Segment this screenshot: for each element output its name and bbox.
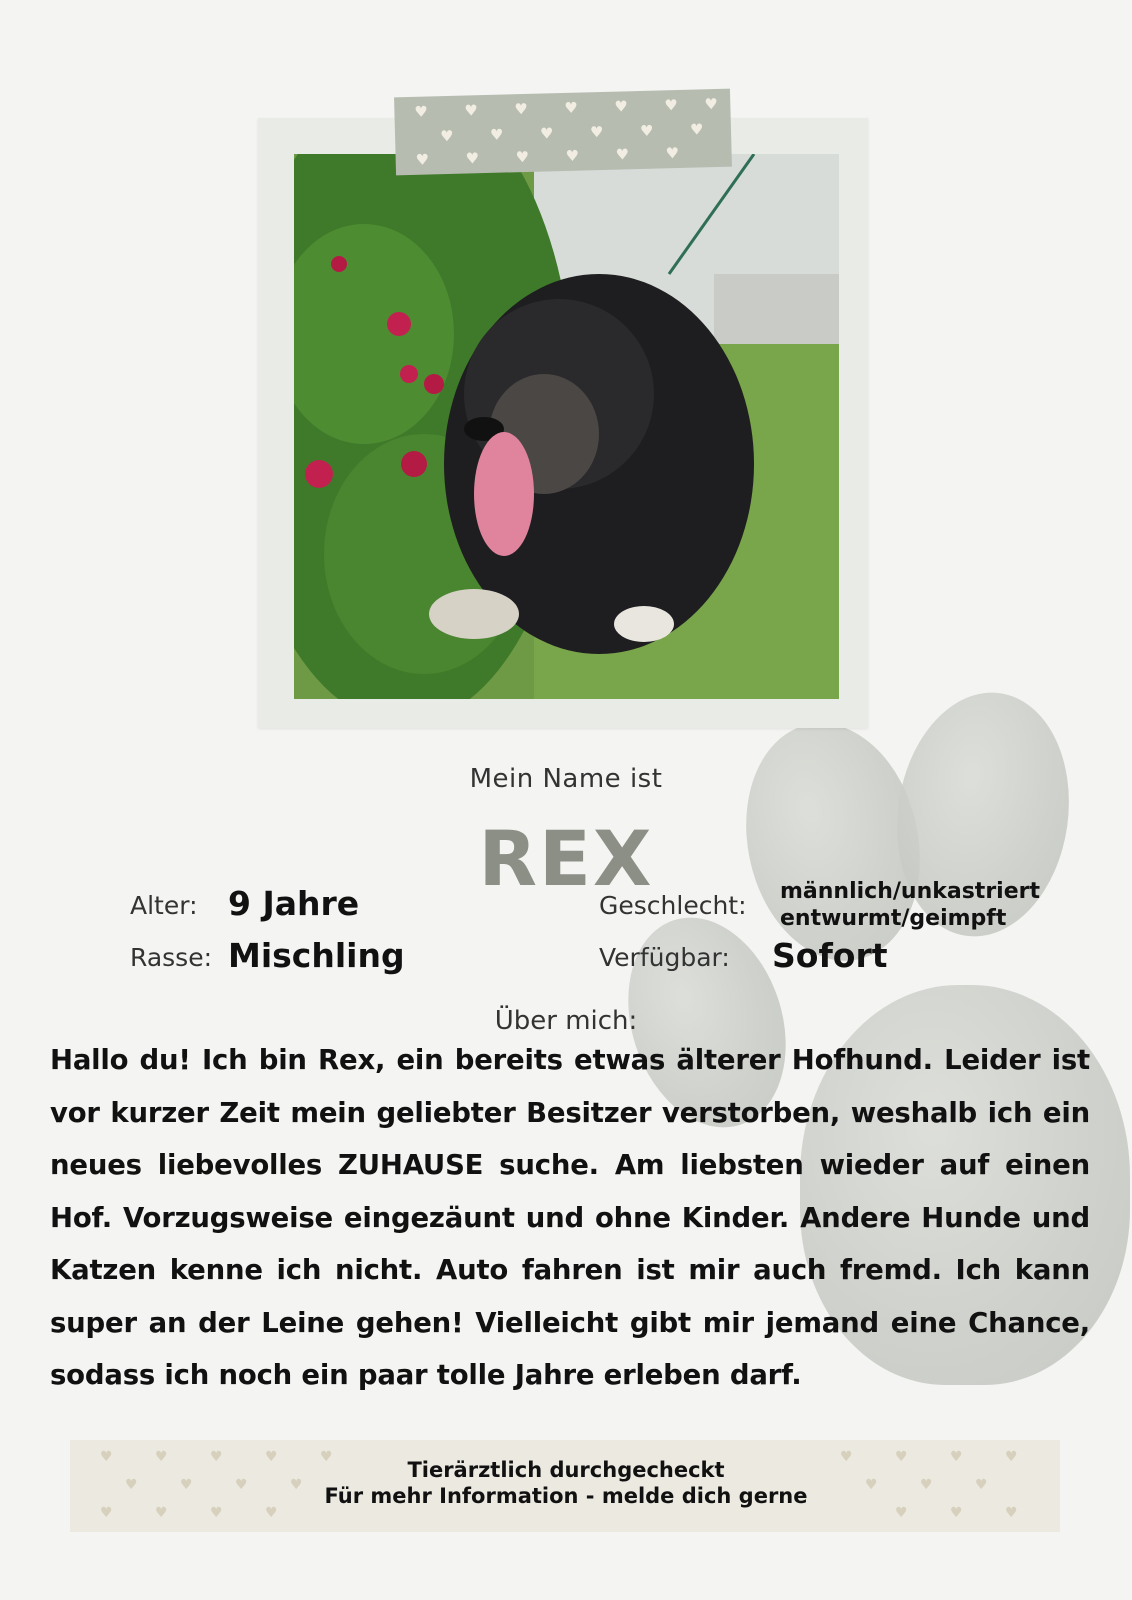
washi-tape: [394, 89, 732, 176]
heart-icon: ♥: [865, 1477, 878, 1493]
sex-value-line1: männlich/unkastriert: [780, 879, 1041, 904]
heart-icon: ♥: [615, 145, 630, 164]
heart-icon: ♥: [465, 149, 480, 168]
heart-icon: ♥: [920, 1477, 933, 1493]
heart-icon: ♥: [689, 120, 704, 139]
heart-icon: ♥: [950, 1505, 963, 1521]
heart-icon: ♥: [155, 1449, 168, 1465]
age-value: 9 Jahre: [228, 884, 360, 923]
breed-label: Rasse:: [130, 943, 212, 972]
heart-icon: ♥: [664, 95, 679, 115]
heart-icon: ♥: [125, 1477, 138, 1493]
heart-icon: ♥: [895, 1505, 908, 1521]
heart-icon: ♥: [895, 1449, 908, 1465]
footer-line-2: Für mehr Information - melde dich gerne: [324, 1484, 808, 1508]
heart-icon: ♥: [704, 94, 719, 114]
heart-icon: ♥: [180, 1477, 193, 1493]
sex-label: Geschlecht:: [599, 891, 747, 920]
heart-icon: ♥: [100, 1505, 113, 1521]
heart-icon: ♥: [415, 150, 430, 169]
available-value: Sofort: [772, 936, 888, 975]
heart-icon: ♥: [564, 98, 579, 117]
sex-value-line2: entwurmt/geimpft: [780, 906, 1007, 931]
age-label: Alter:: [130, 891, 198, 920]
heart-icon: ♥: [514, 99, 529, 119]
heart-icon: ♥: [265, 1449, 278, 1465]
footer-line-1: Tierärztlich durchgecheckt: [407, 1458, 725, 1482]
heart-icon: ♥: [464, 101, 479, 120]
heart-icon: ♥: [155, 1505, 168, 1521]
dog-photo: [294, 150, 839, 699]
heart-icon: ♥: [975, 1477, 988, 1493]
heart-icon: ♥: [489, 125, 504, 144]
heart-icon: ♥: [320, 1449, 333, 1465]
heart-icon: ♥: [665, 143, 680, 163]
about-label: Über mich:: [494, 1006, 638, 1036]
about-text: Hallo du! Ich bin Rex, ein bereits etwas älterer Hofhund. Leider ist vor kurzer Zeit mein geliebter Besitzer verstorben, weshalb ich ein neues liebevolles ZUHAUSE suche. Am liebsten wieder auf einen Hof. Vorzugsweise eingezäunt und ohne Kinder. Andere Hunde und Katzen kenne ich nicht. Auto fahren ist mir auch fremd. Ich kann super an der Leine gehen! Vielleicht gibt mir jemand eine Chance, sodass ich noch ein paar tolle Jahre erleben darf.: [50, 1044, 1090, 1391]
name-intro: Mein Name ist: [469, 764, 663, 794]
heart-icon: ♥: [1005, 1505, 1018, 1521]
available-label: Verfügbar:: [599, 943, 730, 972]
heart-icon: ♥: [565, 146, 580, 165]
heart-icon: ♥: [639, 121, 654, 140]
heart-icon: ♥: [539, 124, 554, 143]
heart-icon: ♥: [614, 97, 629, 116]
heart-icon: ♥: [414, 102, 429, 121]
heart-icon: ♥: [290, 1477, 303, 1493]
heart-icon: ♥: [210, 1449, 223, 1465]
heart-icon: ♥: [1005, 1449, 1018, 1465]
heart-icon: ♥: [439, 126, 454, 146]
heart-icon: ♥: [235, 1477, 248, 1493]
breed-value: Mischling: [228, 936, 405, 975]
heart-icon: ♥: [840, 1449, 853, 1465]
dog-name: REX: [478, 814, 654, 903]
heart-icon: ♥: [265, 1505, 278, 1521]
heart-icon: ♥: [589, 122, 604, 142]
heart-icon: ♥: [950, 1449, 963, 1465]
heart-icon: ♥: [515, 147, 530, 167]
heart-icon: ♥: [100, 1449, 113, 1465]
heart-icon: ♥: [210, 1505, 223, 1521]
